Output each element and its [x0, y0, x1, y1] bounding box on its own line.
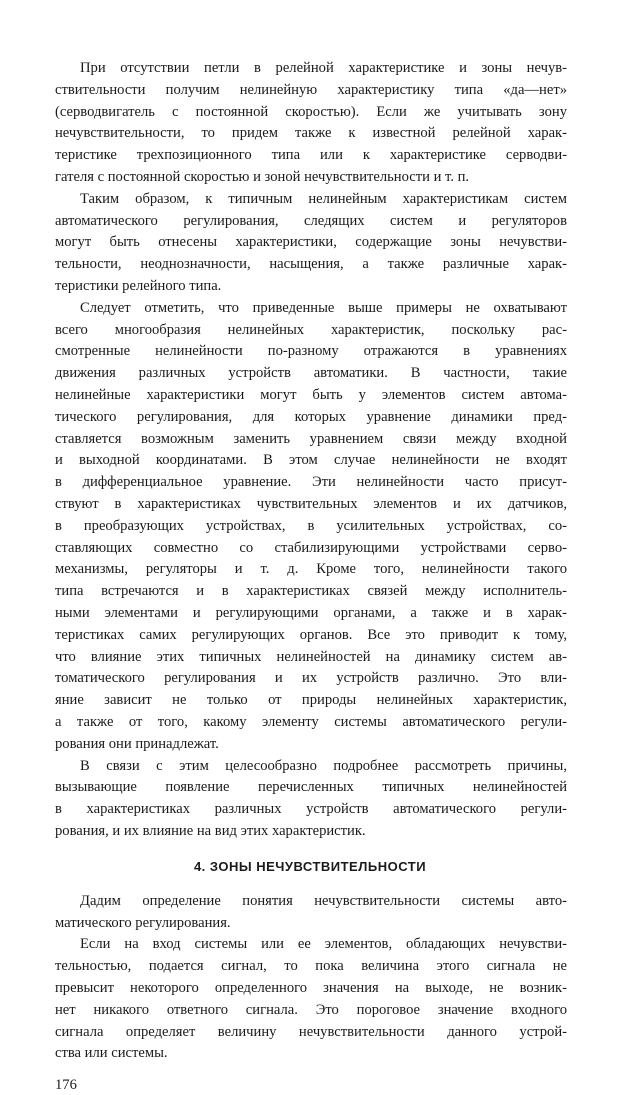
text-line: ствительности получим нелинейную характеристику типа «да—нет» — [55, 82, 567, 98]
text-line: нечувствительности, то придем также к известной релейной харак- — [55, 125, 567, 141]
text-line: Если на вход системы или ее элементов, обладающих нечувстви- — [80, 936, 567, 952]
text-line: сигнала определяет величину нечувствительности данного устрой- — [55, 1024, 567, 1040]
text-line: в дифференциальное уравнение. Эти нелинейности часто присут- — [55, 474, 567, 490]
text-line: в характеристиках различных устройств автоматического регули- — [55, 801, 567, 817]
text-line: Дадим определение понятия нечувствительности системы авто- — [80, 893, 567, 909]
text-line: матического регулирования. — [55, 915, 231, 931]
text-line: рования они принадлежат. — [55, 736, 219, 752]
text-line: Таким образом, к типичным нелинейным характеристикам систем — [80, 191, 567, 207]
text-line: (серводвигатель с постоянной скоростью). Если же учитывать зону — [55, 104, 567, 120]
text-line: превысит некоторого определенного значения на выходе, не возник- — [55, 980, 567, 996]
text-line: ставляющих совместно со стабилизирующими устройствами серво- — [55, 540, 567, 556]
text-line: автоматического регулирования, следящих систем и регуляторов — [55, 213, 567, 229]
text-line: тического регулирования, для которых уравнение динамики пред- — [55, 409, 567, 425]
text-line: тельностью, подается сигнал, то пока величина этого сигнала не — [55, 958, 567, 974]
text-line: нет никакого ответного сигнала. Это пороговое значение входного — [55, 1002, 567, 1018]
text-line: а также от того, какому элементу системы автоматического регули- — [55, 714, 567, 730]
text-line: что влияние этих типичных нелинейностей на динамику систем ав- — [55, 649, 567, 665]
text-line: могут быть отнесены характеристики, содержащие зоны нечувстви- — [55, 234, 567, 250]
text-line: рования, и их влияние на вид этих характеристик. — [55, 823, 366, 839]
text-line: теристике трехпозиционного типа или к характеристике серводви- — [55, 147, 567, 163]
text-line: яние зависит не только от природы нелинейных характеристик, — [55, 692, 567, 708]
text-line: Следует отметить, что приведенные выше примеры не охватывают — [80, 300, 567, 316]
text-line: При отсутствии петли в релейной характеристике и зоны нечув- — [80, 60, 567, 76]
text-line: всего многообразия нелинейных характеристик, поскольку рас- — [55, 322, 567, 338]
text-line: В связи с этим целесообразно подробнее рассмотреть причины, — [80, 758, 567, 774]
text-line: механизмы, регуляторы и т. д. Кроме того, нелинейности такого — [55, 561, 567, 577]
text-line: и выходной координатами. В этом случае нелинейности не входят — [55, 452, 567, 468]
text-line: в преобразующих устройствах, в усилительных устройствах, со- — [55, 518, 567, 534]
text-line: ствуют в характеристиках чувствительных элементов и их датчиков, — [55, 496, 567, 512]
text-line: томатического регулирования и их устройств различно. Это вли- — [55, 670, 567, 686]
text-line: движения различных устройств автоматики. В частности, такие — [55, 365, 567, 381]
text-line: гателя с постоянной скоростью и зоной нечувствительности и т. п. — [55, 169, 470, 185]
text-line: теристики релейного типа. — [55, 278, 222, 294]
text-line: ными элементами и регулирующими органами, а также и в харак- — [55, 605, 567, 621]
text-line: смотренные нелинейности по-разному отражаются в уравнениях — [55, 343, 567, 359]
text-line: тельности, неоднозначности, насыщения, а также различные харак- — [55, 256, 567, 272]
text-line: ства или системы. — [55, 1045, 168, 1061]
page-number: 176 — [55, 1077, 77, 1093]
text-line: нелинейные характеристики могут быть у элементов систем автома- — [55, 387, 567, 403]
text-line: типа встречаются и в характеристиках связей между исполнитель- — [55, 583, 567, 599]
text-line: теристиках самих регулирующих органов. Все это приводит к тому, — [55, 627, 567, 643]
section-heading: 4. ЗОНЫ НЕЧУВСТВИТЕЛЬНОСТИ — [193, 859, 427, 874]
text-line: вызывающие появление перечисленных типичных нелинейностей — [55, 779, 567, 795]
text-line: ставляется возможным заменить уравнением связи между входной — [55, 431, 567, 447]
